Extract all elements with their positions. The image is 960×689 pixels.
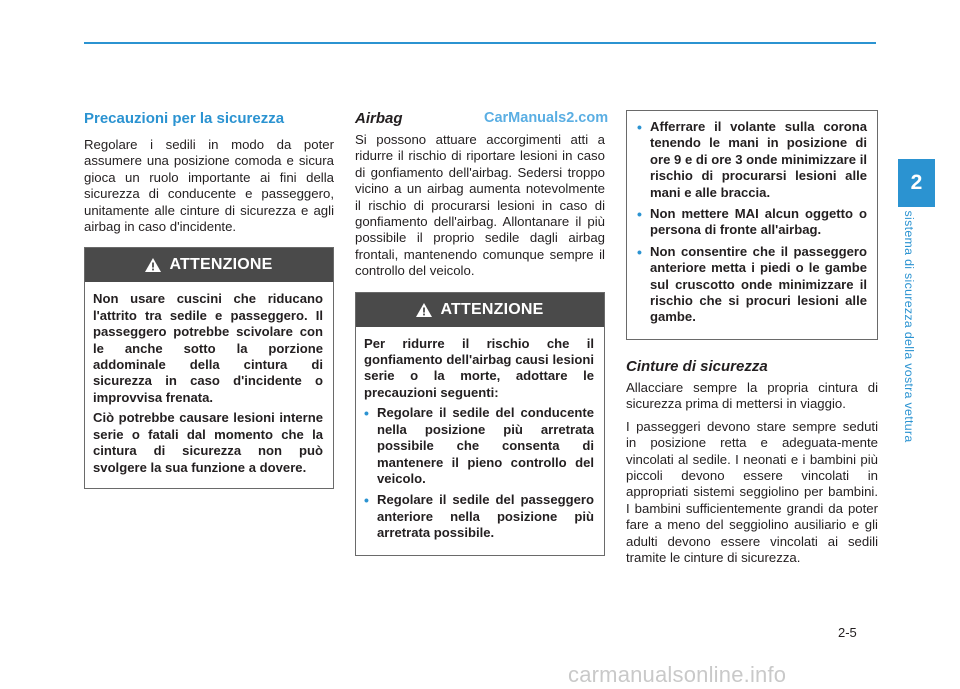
airbag-heading: Airbag xyxy=(355,110,403,127)
header-rule xyxy=(84,42,876,44)
seatbelt-paragraph: Allacciare sempre la propria cintura di sicurezza prima di mettersi in viaggio. xyxy=(626,379,878,412)
warning-body xyxy=(627,111,877,339)
list-item: • Regolare il sedile del conducente nella posizione più arretrata possibile che consenta di mantenere il pieno controllo del veicolo. xyxy=(364,405,594,486)
warning-box xyxy=(355,292,605,556)
list-item: • Non consentire che il passeggero anteriore metta i piedi o le gambe sul cruscotto onde minimizzare il rischio che si procuri lesioni alle gambe. xyxy=(637,243,867,325)
chapter-title-vertical: Il sistema di sicurezza della vostra vettura xyxy=(902,200,916,443)
warning-intro: Per ridurre il rischio che il gonfiamento dell'airbag causi lesioni serie o la morte, adottare le precauzioni seguenti: xyxy=(364,335,594,400)
column-airbag xyxy=(355,110,605,556)
warning-body xyxy=(356,327,604,555)
site-watermark: carmanualsonline.info xyxy=(568,662,787,687)
seatbelt-heading: Cinture di sicurezza xyxy=(626,357,768,375)
warning-paragraph: Ciò potrebbe causare lesioni interne serie o fatali dal momento che la cintura di sicurezza non può svolgere la sua funzione a dovere. xyxy=(93,410,323,475)
watermark: CarManuals2.com xyxy=(484,110,609,126)
section-heading: Precauzioni per la sicurezza xyxy=(84,110,285,127)
section-paragraph: Regolare i sedili in modo da poter assumere una posizione comoda e sicura gioca un ruolo importante ai fini della sicurezza di conducente e passeggero, unitamente alle cinture di sicurezza e agli airbag in caso d'incidente. xyxy=(84,137,334,235)
bullet-icon: • xyxy=(637,206,642,223)
list-item: • Afferrare il volante sulla corona tenendo le mani in posizione di ore 9 e di ore 3 onde minimizzare il rischio di procurarsi lesioni alle mani e alle braccia. xyxy=(637,119,867,200)
warning-box-continued xyxy=(626,110,878,340)
warning-list xyxy=(637,119,867,326)
seatbelt-paragraph: I passeggeri devono stare sempre seduti in posizione retta e adeguata-mente vincolati al sedile. I neonati e i bambini più piccoli devono essere vincolati in appropriati sistemi seggiolino per bambini. I bambini sufficientemente grandi da poter fare a meno del seggiolino ausiliario e gli adulti devono essere vincolati ai sedili tramite le cinture di sicurezza. xyxy=(626,418,878,565)
warning-title: ATTENZIONE xyxy=(440,300,544,318)
bullet-icon: • xyxy=(637,119,642,135)
list-item: • Regolare il sedile del passeggero anteriore nella posizione più arretrata possibile. xyxy=(364,492,594,541)
warning-paragraph: Non usare cuscini che riducano l'attrito tra sedile e passeggero. Il passeggero potrebbe scivolare con le anche sotto la porzione addominale della cintura di sicurezza in caso d'incidente o improvvisa frenata. xyxy=(93,291,323,405)
warning-triangle-icon xyxy=(145,258,161,272)
warning-header xyxy=(85,248,333,282)
column-seatbelts xyxy=(626,110,878,572)
airbag-paragraph: Si possono attuare accorgimenti atti a ridurre il rischio di riportare lesioni in caso di gonfiamento dell'airbag. Sedersi troppo vicino a un airbag aumenta notevolmente il rischio di procurarsi lesioni in caso di gonfiamento dell'airbag. Allontanare il più possibile il proprio sedile dagli airbag frontali, mantenendo comunque sempre il controllo del veicolo. xyxy=(355,132,605,279)
warning-triangle-icon xyxy=(416,303,432,317)
page-number: 2-5 xyxy=(838,625,857,640)
bullet-icon: • xyxy=(637,243,642,260)
column-safety-precautions xyxy=(84,110,334,489)
bullet-icon: • xyxy=(364,492,369,509)
warning-title: ATTENZIONE xyxy=(169,256,273,274)
warning-list xyxy=(364,405,594,541)
list-item: • Non mettere MAI alcun oggetto o persona di fronte all'airbag. xyxy=(637,206,867,238)
bullet-icon: • xyxy=(364,405,369,422)
warning-box xyxy=(84,247,334,488)
warning-header xyxy=(356,293,604,327)
warning-body xyxy=(85,282,333,487)
chapter-tab: 2 xyxy=(898,159,935,207)
